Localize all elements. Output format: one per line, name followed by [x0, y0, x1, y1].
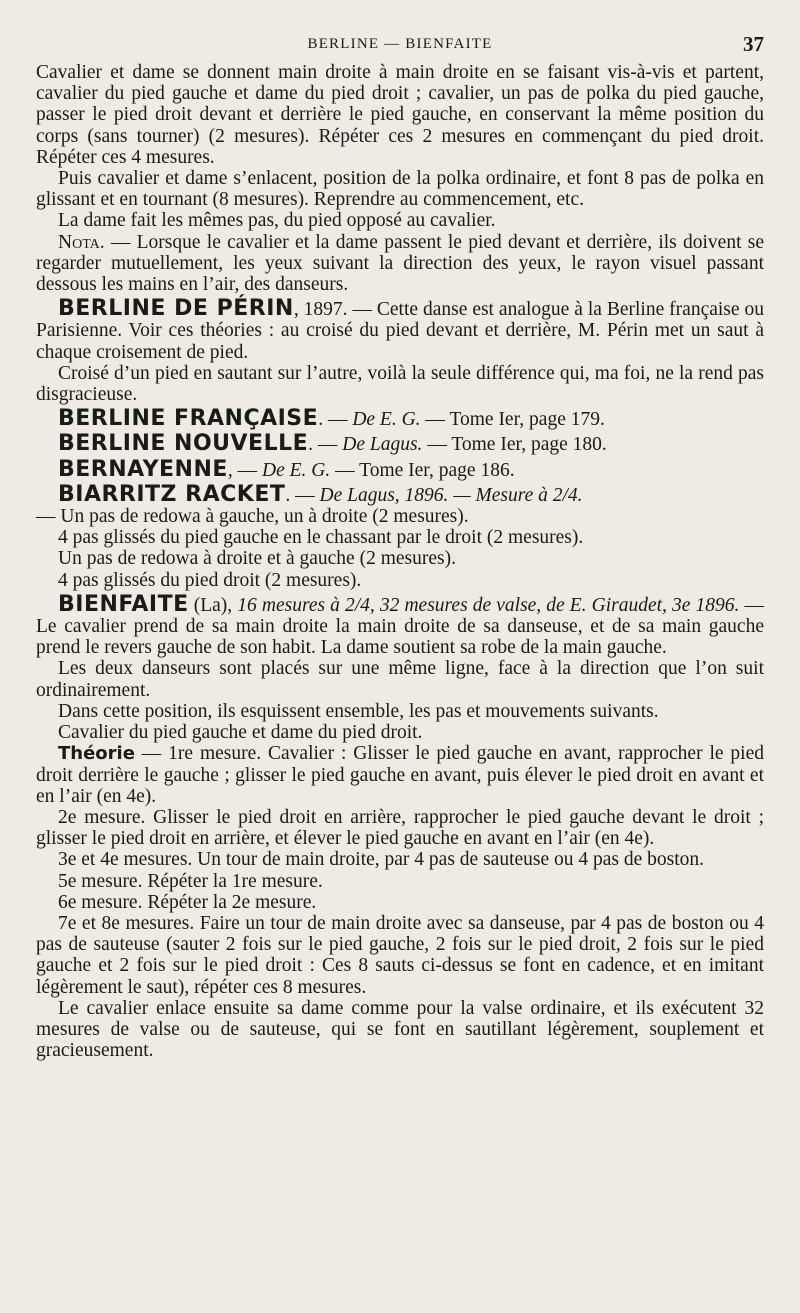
entry-sep: . —: [308, 434, 343, 456]
bienfaite-paragraph-4: Cavalier du pied gauche et dame du pied droit.: [58, 722, 423, 744]
entry-page-ref: — Tome Ier, page 186.: [330, 459, 515, 481]
bienfaite-paragraph-2: Les deux danseurs sont placés sur une même ligne, face à la direction que l’on suit ordinairement.: [36, 658, 764, 701]
bienfaite-measure-6: 6e mesure. Répéter la 2e mesure.: [58, 891, 317, 913]
page-number: 37: [743, 32, 764, 56]
entry-sep: . —: [285, 484, 320, 506]
entry-ref: De E. G.: [352, 409, 421, 431]
entry-bernayenne: [36, 456, 764, 482]
entry-page-ref: — Tome Ier, page 179.: [420, 409, 605, 431]
headword: BERNAYENNE: [58, 456, 228, 482]
berline-paragraph-3: La dame fait les mêmes pas, du pied opposé au cavalier.: [58, 210, 496, 232]
berline-paragraph-1: Cavalier et dame se donnent main droite à main droite en se faisant vis-à-vis et partent, cavalier du pied gauche et dame du pied droit ; cavalier, un pas de polka du pied gauche, passer le pied droit devant et derrière le pied gauche, en conservant la même position du corps (sans tourner) (2 mesures). Répéter ces 2 mesures en commençant du pied droit. Répéter ces 4 mesures.: [36, 62, 764, 168]
running-title: BERLINE — BIENFAITE: [307, 36, 493, 52]
entry-sep: , —: [227, 459, 263, 481]
berline-nota: [36, 232, 764, 296]
entry-text: , 1897. — Cette danse est analogue à la Berline française ou Parisienne. Voir ces théories : au croisé du pied devant et derrière, M. Périn met un saut à chaque croisement de pied.: [36, 299, 764, 363]
entry-ref: De E. G.: [262, 459, 331, 481]
entry-sep: . —: [318, 409, 353, 431]
perin-paragraph-2: Croisé d’un pied en sautant sur l’autre, voilà la seule différence qui, ma foi, ne la rend pas disgracieuse.: [36, 362, 764, 406]
headword: BERLINE DE PÉRIN: [58, 296, 294, 322]
biarritz-paragraph-4: 4 pas glissés du pied droit (2 mesures).: [58, 569, 362, 591]
biarritz-paragraph-2: 4 pas glissés du pied gauche en le chassant par le droit (2 mesures).: [58, 527, 584, 549]
entry-intro: — Le cavalier prend de sa main droite la main droite de sa danseuse, et de sa main gauche prend le revers gauche de son habit. La dame soutient sa robe de la main gauche.: [36, 594, 764, 659]
biarritz-paragraph-1: — Un pas de redowa à gauche, un à droite (2 mesures).: [36, 506, 469, 528]
entry-ref: De Lagus, 1896. — Mesure à 2/4.: [319, 484, 583, 506]
entry-bienfaite: [36, 591, 764, 659]
headword: BIENFAITE: [58, 591, 189, 617]
entry-berline-francaise: [36, 408, 764, 430]
entry-article: (La),: [188, 594, 238, 616]
entry-biarritz-racket: [36, 481, 764, 507]
nota-text: — Lorsque le cavalier et la dame passent le pied devant et derrière, ils doivent se regarder mutuellement, les yeux suivant la direction des yeux, le rayon visuel passant dessous les mains en l’air, des danseurs.: [36, 231, 764, 296]
headword: BERLINE FRANÇAISE: [58, 406, 319, 432]
entry-meta: 16 mesures à 2/4, 32 mesures de valse, de E. Giraudet, 3e 1896.: [237, 594, 740, 616]
entry-page-ref: — Tome Ier, page 180.: [422, 434, 607, 456]
bienfaite-measure-2: 2e mesure. Glisser le pied droit en arrière, rapprocher le pied gauche devant le droit ; glisser le pied droit en arrière, et élever le pied gauche en avant en l’air (en 4e).: [36, 806, 764, 850]
bienfaite-measure-5: 5e mesure. Répéter la 1re mesure.: [58, 870, 323, 892]
bienfaite-measure-3-4: 3e et 4e mesures. Un tour de main droite, par 4 pas de sauteuse ou 4 pas de boston.: [58, 849, 705, 871]
headword: BIARRITZ RACKET: [58, 481, 286, 507]
bienfaite-measure-7-8: 7e et 8e mesures. Faire un tour de main droite avec sa danseuse, par 4 pas de boston ou 4 pas de sauteuse (sauter 2 fois sur le pied gauche, 2 fois sur le pied droit, 2 fois sur le pied gauche et 2 fois sur le pied droit : Ces 8 sauts ci-dessus se font en cadence, et en imitant légèrement le saut), répéter ces 8 mesures.: [36, 912, 764, 998]
theorie-text: — 1re mesure. Cavalier : Glisser le pied gauche en avant, rapprocher le pied droit derrière le gauche ; glisser le pied gauche en avant, puis élever le pied droit en avant et en l’air (en 4e).: [36, 743, 764, 807]
entry-berline-de-perin: [36, 298, 764, 363]
theorie-label: Théorie: [58, 743, 135, 765]
bienfaite-final: Le cavalier enlace ensuite sa dame comme pour la valse ordinaire, et ils exécutent 32 mesures de valse ou de sauteuse, qui se font en sautillant légèrement, souplement et gracieusement.: [36, 997, 764, 1062]
biarritz-paragraph-3: Un pas de redowa à droite et à gauche (2 mesures).: [58, 548, 456, 570]
berline-paragraph-2: Puis cavalier et dame s’enlacent, position de la polka ordinaire, et font 8 pas de polka en glissant et en tournant (8 mesures). Reprendre au commencement, etc.: [36, 168, 764, 211]
nota-label: Nota.: [58, 231, 105, 253]
bienfaite-theorie: [36, 743, 764, 807]
headword: BERLINE NOUVELLE: [58, 431, 309, 457]
bienfaite-paragraph-3: Dans cette position, ils esquissent ensemble, les pas et mouvements suivants.: [58, 700, 659, 722]
entry-ref: De Lagus.: [342, 434, 423, 456]
entry-berline-nouvelle: [36, 433, 764, 455]
running-head: [36, 32, 764, 56]
